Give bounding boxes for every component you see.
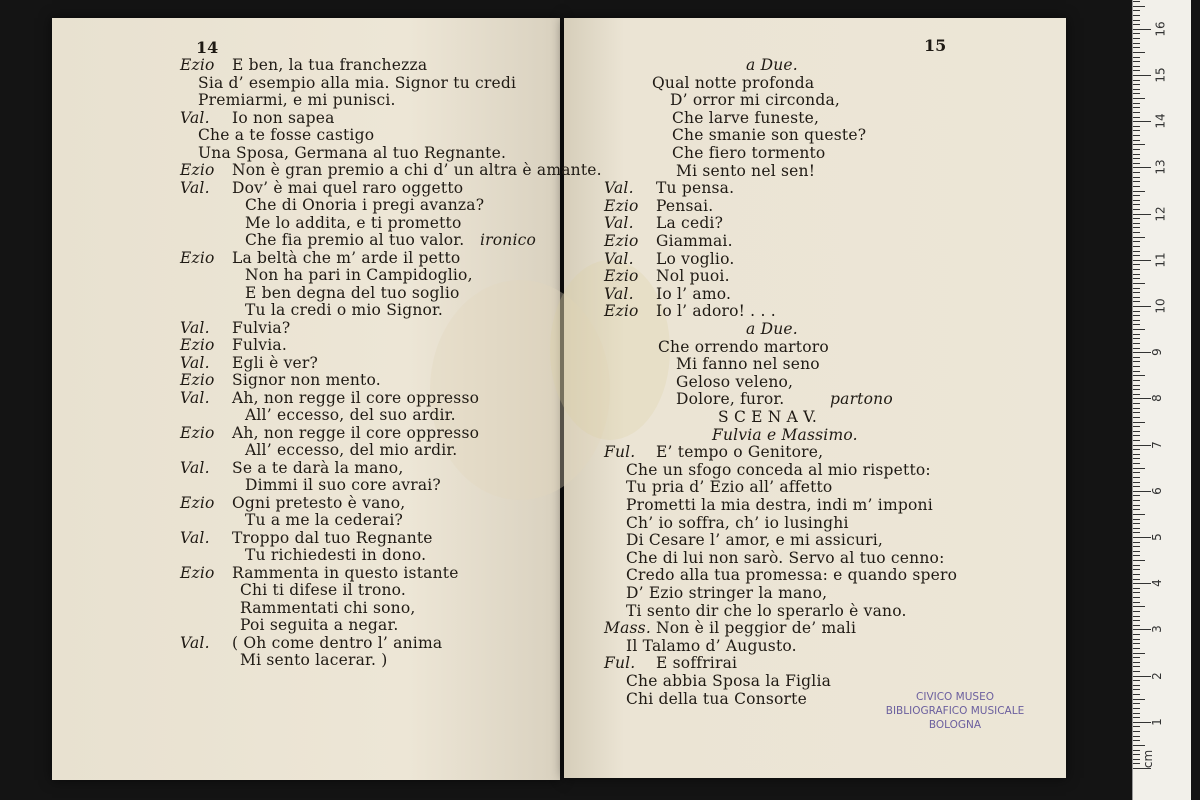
ruler-tick — [1133, 315, 1140, 316]
verse-line: Rammenta in questo istante — [232, 563, 459, 582]
ruler-tick — [1133, 10, 1140, 11]
speaker-label: Ezio — [180, 248, 215, 267]
ruler-tick — [1133, 200, 1140, 201]
ruler-tick — [1133, 255, 1140, 256]
verse-line: Non è il peggior de’ mali — [656, 619, 857, 638]
verse-line: Rammentati chi sono, — [240, 598, 416, 617]
ruler-tick — [1133, 343, 1140, 344]
verse-line: Fulvia? — [232, 318, 291, 337]
ruler-tick — [1133, 394, 1140, 395]
ruler-tick — [1133, 38, 1140, 39]
ruler-tick — [1133, 560, 1145, 561]
ruler-tick — [1133, 463, 1140, 464]
verse-line: Dov’ è mai quel raro oggetto — [232, 178, 464, 197]
ruler-tick — [1133, 482, 1140, 483]
ruler-tick — [1133, 135, 1140, 136]
verse-line: S C E N A V. — [718, 408, 817, 426]
verse-line: Io l’ adoro! . . . — [656, 302, 776, 321]
verse-line: Chi ti difese il trono. — [240, 581, 407, 599]
ruler-tick — [1133, 191, 1145, 192]
ruler-tick — [1133, 237, 1145, 238]
ruler-tick — [1133, 625, 1140, 626]
ruler-tick — [1133, 763, 1140, 764]
verse-line: Poi seguita a negar. — [240, 616, 399, 634]
ruler-tick — [1133, 685, 1140, 686]
ruler-tick — [1133, 214, 1151, 215]
ruler-tick — [1133, 167, 1151, 168]
verse-line: Tu richiedesti in dono. — [245, 546, 427, 564]
verse-line: Tu pensa. — [656, 179, 735, 198]
ruler-tick — [1133, 103, 1140, 104]
ruler-tick — [1133, 666, 1140, 667]
stage-direction: partono — [830, 390, 893, 409]
verse-line: All’ eccesso, del mio ardir. — [245, 441, 458, 459]
ruler-tick — [1133, 292, 1140, 293]
verse-line: Di Cesare l’ amor, e mi assicuri, — [626, 531, 884, 550]
speaker-label: Ezio — [180, 336, 215, 354]
ruler-tick — [1133, 177, 1140, 178]
ruler-number: 11 — [1153, 252, 1168, 268]
stage-direction: a Due. — [746, 56, 798, 74]
ruler-tick — [1133, 130, 1140, 131]
ruler-tick — [1133, 70, 1140, 71]
verse-line: Una Sposa, Germana al tuo Regnante. — [198, 143, 507, 162]
ruler-tick — [1133, 385, 1140, 386]
ruler-tick — [1133, 241, 1140, 242]
verse-line: Mi fanno nel seno — [676, 355, 820, 374]
verse-line: Mi sento lacerar. ) — [240, 651, 388, 669]
ruler-tick — [1133, 348, 1140, 349]
ruler-tick — [1133, 546, 1140, 547]
ruler-tick — [1133, 643, 1140, 644]
speaker-label: Val. — [180, 108, 210, 127]
ruler-tick — [1133, 537, 1151, 538]
ruler-tick — [1133, 458, 1140, 459]
ruler-tick — [1133, 366, 1140, 367]
ruler-tick — [1133, 722, 1151, 723]
verse-line: Qual notte profonda — [652, 73, 815, 92]
verse-line: Sia d’ esempio alla mia. Signor tu credi — [198, 73, 517, 92]
ruler-tick — [1133, 301, 1140, 302]
ruler-tick — [1133, 227, 1140, 228]
ruler-tick — [1133, 338, 1140, 339]
verse-line: Egli è ver? — [232, 353, 319, 372]
ruler-tick — [1133, 329, 1145, 330]
ruler-tick — [1133, 75, 1151, 76]
verse-line: Ogni pretesto è vano, — [232, 493, 406, 512]
speaker-label: Ful. — [604, 443, 636, 462]
measurement-ruler — [1132, 0, 1191, 800]
speaker-label: Ezio — [180, 161, 215, 179]
verse-line: Che un sfogo conceda al mio rispetto: — [626, 460, 931, 479]
speaker-label: Ezio — [604, 232, 639, 250]
ruler-tick — [1133, 555, 1140, 556]
verse-line: Che fiero tormento — [672, 144, 826, 162]
verse-line: Dimmi il suo core avrai? — [245, 476, 441, 494]
ruler-tick — [1133, 689, 1140, 690]
verse-line: Giammai. — [656, 232, 733, 250]
ruler-tick — [1133, 703, 1140, 704]
verse-line: Nol puoi. — [656, 267, 730, 286]
ruler-tick — [1133, 232, 1140, 233]
speaker-label: Val. — [604, 214, 634, 233]
ruler-tick — [1133, 426, 1140, 427]
ruler-tick — [1133, 352, 1151, 353]
verse-line: Che di lui non sarò. Servo al tuo cenno: — [626, 548, 945, 567]
speaker-label: Val. — [604, 284, 634, 303]
ruler-tick — [1133, 671, 1140, 672]
ruler-tick — [1133, 15, 1140, 16]
verse-line: Ah, non regge il core oppresso — [232, 423, 480, 442]
ruler-tick — [1133, 569, 1140, 570]
ruler-tick — [1133, 408, 1140, 409]
verse-line: Che abbia Sposa la Figlia — [626, 672, 832, 690]
stamp-line-2: BIBLIOGRAFICO MUSICALE — [885, 705, 1025, 717]
ruler-tick — [1133, 274, 1140, 275]
speaker-label: Val. — [180, 458, 210, 477]
verse-line: Che fia premio al tuo valor. — [245, 231, 465, 249]
verse-line: Mi sento nel sen! — [676, 161, 816, 180]
ruler-number: 2 — [1149, 671, 1164, 680]
ruler-tick — [1133, 398, 1151, 399]
ruler-tick — [1133, 264, 1140, 265]
ruler-tick — [1133, 422, 1145, 423]
ruler-tick — [1133, 297, 1140, 298]
ruler-tick — [1133, 731, 1140, 732]
ruler-tick — [1133, 468, 1145, 469]
ruler-tick — [1133, 680, 1140, 681]
ruler-tick — [1133, 84, 1140, 85]
speaker-label: Ezio — [604, 267, 639, 286]
ruler-tick — [1133, 20, 1140, 21]
ruler-tick — [1133, 269, 1140, 270]
verse-line: Lo voglio. — [656, 249, 735, 268]
ruler-tick — [1133, 592, 1140, 593]
ruler-tick — [1133, 505, 1140, 506]
ruler-tick — [1133, 43, 1140, 44]
speaker-label: Val. — [180, 528, 210, 547]
speaker-label: Val. — [180, 633, 210, 652]
verse-line: Non ha pari in Campidoglio, — [245, 266, 473, 284]
ruler-tick — [1133, 759, 1140, 760]
ruler-tick — [1133, 653, 1145, 654]
ruler-tick — [1133, 24, 1140, 25]
ruler-tick — [1133, 629, 1151, 630]
ruler-tick — [1133, 708, 1140, 709]
verse-line: Chi della tua Consorte — [626, 689, 807, 708]
ruler-number: 15 — [1153, 67, 1168, 83]
ruler-tick — [1133, 246, 1140, 247]
speaker-label: Ezio — [180, 56, 215, 74]
ruler-tick — [1133, 283, 1145, 284]
ruler-tick — [1133, 532, 1140, 533]
ruler-number: 9 — [1149, 348, 1164, 357]
ruler-tick — [1133, 445, 1151, 446]
ruler-tick — [1133, 80, 1140, 81]
ruler-tick — [1133, 93, 1140, 94]
verse-line: Io non sapea — [232, 108, 335, 127]
ruler-tick — [1133, 112, 1140, 113]
ruler-tick — [1133, 412, 1140, 413]
ruler-number: 10 — [1153, 298, 1168, 314]
ruler-tick — [1133, 431, 1140, 432]
ruler-number: 1 — [1149, 717, 1164, 726]
ruler-tick — [1133, 745, 1145, 746]
ruler-unit: cm — [1141, 749, 1156, 769]
ruler-tick — [1133, 126, 1140, 127]
verse-line: Pensai. — [656, 196, 714, 215]
ruler-tick — [1133, 66, 1140, 67]
ruler-number: 12 — [1153, 205, 1168, 222]
verse-line: Signor non mento. — [232, 371, 381, 389]
verse-line: La cedi? — [656, 214, 724, 233]
verse-line: ( Oh come dentro l’ anima — [232, 633, 443, 652]
speaker-label: Ezio — [180, 493, 215, 512]
verse-line: Tu pria d’ Ezio all’ affetto — [626, 478, 833, 497]
ruler-tick — [1133, 107, 1140, 108]
ruler-tick — [1133, 726, 1140, 727]
ruler-tick — [1133, 195, 1140, 196]
ruler-tick — [1133, 574, 1140, 575]
ruler-number: 6 — [1149, 486, 1164, 495]
speaker-label: Val. — [180, 178, 210, 197]
ruler-tick — [1133, 288, 1140, 289]
verse-line: E’ tempo o Genitore, — [656, 443, 824, 462]
ruler-tick — [1133, 311, 1140, 312]
verse-line: Che smanie son queste? — [672, 126, 867, 145]
ruler-tick — [1133, 648, 1140, 649]
verse-line: Che a te fosse castigo — [198, 126, 375, 144]
ruler-number: 4 — [1149, 579, 1164, 588]
speaker-label: Ezio — [180, 563, 215, 582]
ruler-tick — [1133, 662, 1140, 663]
ruler-tick — [1133, 306, 1151, 307]
ruler-number: 16 — [1153, 21, 1168, 37]
verse-line: Troppo dal tuo Regnante — [232, 528, 433, 547]
ruler-tick — [1133, 486, 1140, 487]
ruler-tick — [1133, 477, 1140, 478]
ruler-tick — [1133, 218, 1140, 219]
library-stamp — [880, 690, 1030, 732]
ruler-tick — [1133, 514, 1145, 515]
ruler-tick — [1133, 1, 1140, 2]
ruler-tick — [1133, 583, 1151, 584]
verse-line: Premiarmi, e mi punisci. — [198, 91, 396, 109]
ruler-tick — [1133, 509, 1140, 510]
ruler-tick — [1133, 204, 1140, 205]
ruler-tick — [1133, 634, 1140, 635]
ruler-tick — [1133, 519, 1140, 520]
ruler-tick — [1133, 597, 1140, 598]
ruler-tick — [1133, 334, 1140, 335]
ruler-tick — [1133, 278, 1140, 279]
stamp-line-3: BOLOGNA — [928, 719, 982, 731]
ruler-tick — [1133, 223, 1140, 224]
speaker-label: Val. — [180, 353, 210, 372]
verse-line: Ah, non regge il core oppresso — [232, 388, 480, 407]
verse-line: Prometti la mia destra, indi m’ imponi — [626, 496, 933, 514]
ruler-number: 8 — [1149, 394, 1164, 403]
ruler-tick — [1133, 158, 1140, 159]
ruler-tick — [1133, 694, 1140, 695]
speaker-label: Val. — [180, 318, 210, 337]
ruler-tick — [1133, 417, 1140, 418]
ruler-tick — [1133, 657, 1140, 658]
ruler-tick — [1133, 186, 1140, 187]
verse-line: Ti sento dir che lo sperarlo è vano. — [626, 601, 907, 620]
ruler-tick — [1133, 440, 1140, 441]
ruler-number: 5 — [1149, 533, 1164, 541]
ruler-number: 13 — [1153, 159, 1168, 176]
ruler-tick — [1133, 47, 1140, 48]
verse-line: Ch’ io soffra, ch’ io lusinghi — [626, 513, 849, 532]
speaker-label: Val. — [180, 388, 210, 407]
verse-line: Che orrendo martoro — [658, 337, 829, 356]
ruler-tick — [1133, 260, 1151, 261]
verse-line: D’ orror mi circonda, — [670, 91, 841, 110]
ruler-tick — [1133, 565, 1140, 566]
ruler-tick — [1133, 251, 1140, 252]
ruler-tick — [1133, 551, 1140, 552]
ruler-tick — [1133, 713, 1140, 714]
ruler-tick — [1133, 611, 1140, 612]
ruler-tick — [1133, 371, 1140, 372]
ruler-tick — [1133, 380, 1140, 381]
ruler-tick — [1133, 472, 1140, 473]
verse-line: Che di Onoria i pregi avanza? — [245, 196, 485, 214]
left-page-number: 14 — [196, 38, 219, 57]
ruler-tick — [1133, 435, 1140, 436]
ruler-tick — [1133, 357, 1140, 358]
verse-line: Tu la credi o mio Signor. — [245, 301, 444, 319]
ruler-tick — [1133, 639, 1140, 640]
verse-line: Credo alla tua promessa: e quando spero — [626, 566, 958, 585]
right-page-number: 15 — [924, 36, 947, 55]
stage-direction: a Due. — [746, 320, 798, 338]
ruler-tick — [1133, 528, 1140, 529]
ruler-tick — [1133, 588, 1140, 589]
verse-line: E soffrirai — [656, 654, 738, 673]
verse-line: Dolore, furor. — [676, 390, 785, 409]
ruler-tick — [1133, 181, 1140, 182]
ruler-tick — [1133, 140, 1140, 141]
ruler-number: 14 — [1153, 113, 1168, 129]
verse-line: E ben, la tua franchezza — [232, 56, 428, 74]
ruler-tick — [1133, 154, 1140, 155]
ruler-tick — [1133, 163, 1140, 164]
ruler-tick — [1133, 454, 1140, 455]
verse-line: Me lo addita, e ti prometto — [245, 213, 462, 232]
speaker-label: Mass. — [604, 619, 651, 638]
ruler-tick — [1133, 500, 1140, 501]
verse-line: Che larve funeste, — [672, 108, 820, 127]
ruler-tick — [1133, 449, 1140, 450]
ruler-tick — [1133, 57, 1140, 58]
ruler-tick — [1133, 149, 1140, 150]
stamp-line-1: CIVICO MUSEO — [916, 691, 994, 703]
ruler-tick — [1133, 375, 1145, 376]
ruler-tick — [1133, 620, 1140, 621]
ruler-tick — [1133, 542, 1140, 543]
verse-line: D’ Ezio stringer la mano, — [626, 584, 828, 602]
ruler-tick — [1133, 324, 1140, 325]
verse-line: All’ eccesso, del suo ardir. — [245, 406, 456, 424]
ruler-tick — [1133, 389, 1140, 390]
speaker-label: Val. — [604, 179, 634, 198]
ruler-tick — [1133, 717, 1140, 718]
ruler-tick — [1133, 121, 1151, 122]
ruler-tick — [1133, 52, 1145, 53]
ruler-tick — [1133, 495, 1140, 496]
verse-line: Se a te darà la mano, — [232, 458, 404, 477]
ruler-number: 3 — [1149, 625, 1164, 634]
stage-direction: Fulvia e Massimo. — [712, 425, 858, 444]
ruler-tick — [1133, 33, 1140, 34]
verse-line: Tu a me la cederai? — [245, 511, 404, 529]
ruler-tick — [1133, 403, 1140, 404]
ruler-tick — [1133, 29, 1151, 30]
speaker-label: Ezio — [180, 371, 215, 389]
ruler-tick — [1133, 740, 1140, 741]
verse-line: Geloso veleno, — [676, 372, 794, 391]
stage-direction: ironico — [480, 231, 537, 249]
ruler-tick — [1133, 750, 1140, 751]
ruler-tick — [1133, 606, 1145, 607]
verse-line: Non è gran premio a chi d’ un altra è amante. — [232, 161, 602, 179]
verse-line: Fulvia. — [232, 336, 287, 354]
ruler-number: 7 — [1149, 440, 1164, 449]
ruler-tick — [1133, 320, 1140, 321]
ruler-tick — [1133, 98, 1145, 99]
ruler-tick — [1133, 602, 1140, 603]
ruler-tick — [1133, 676, 1151, 677]
ruler-tick — [1133, 579, 1140, 580]
ruler-tick — [1133, 117, 1140, 118]
ruler-tick — [1133, 172, 1140, 173]
verse-line: Io l’ amo. — [656, 284, 732, 303]
ruler-tick — [1133, 736, 1140, 737]
verse-line: E ben degna del tuo soglio — [245, 283, 460, 302]
ruler-tick — [1133, 523, 1140, 524]
speaker-label: Ful. — [604, 654, 636, 673]
ruler-tick — [1133, 754, 1140, 755]
verse-line: La beltà che m’ arde il petto — [232, 248, 461, 267]
verse-line: Il Talamo d’ Augusto. — [626, 636, 797, 655]
speaker-label: Ezio — [604, 302, 639, 321]
ruler-tick — [1133, 616, 1140, 617]
ruler-tick — [1133, 6, 1145, 7]
ruler-tick — [1133, 209, 1140, 210]
ruler-tick — [1133, 361, 1140, 362]
ruler-tick — [1133, 144, 1145, 145]
ruler-tick — [1133, 61, 1140, 62]
ruler-tick — [1133, 699, 1145, 700]
speaker-label: Ezio — [180, 423, 215, 442]
speaker-label: Ezio — [604, 196, 639, 215]
ruler-tick — [1133, 491, 1151, 492]
ruler-tick — [1133, 89, 1140, 90]
speaker-label: Val. — [604, 249, 634, 268]
